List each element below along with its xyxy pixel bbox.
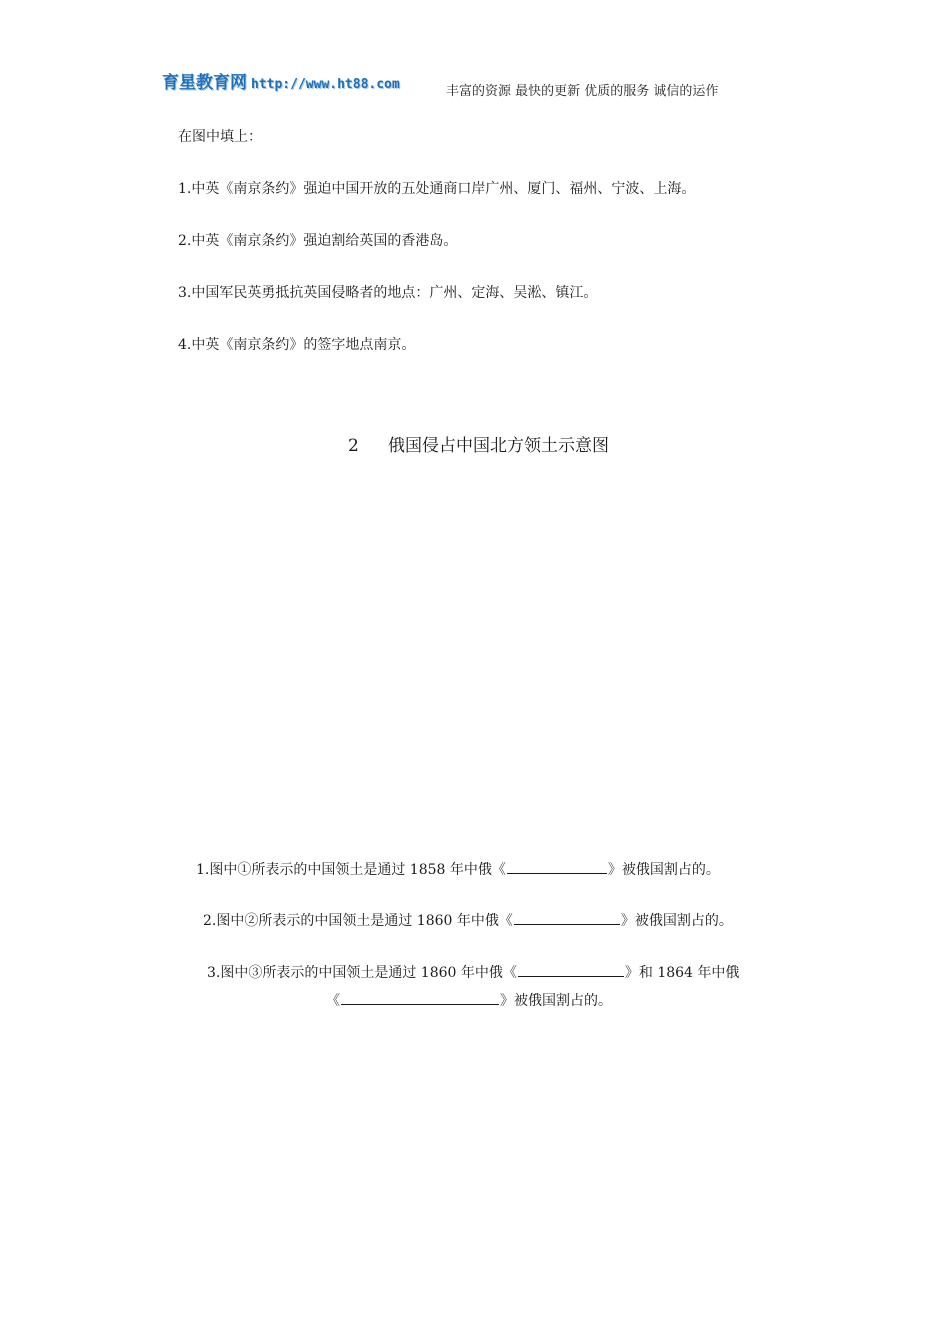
section1-item-4: 4.中英《南京条约》的签字地点南京。 xyxy=(178,337,416,353)
question-3-blank-1[interactable] xyxy=(518,962,624,977)
section1-item-3: 3.中国军民英勇抵抗英国侵略者的地点：广州、定海、吴淞、镇江。 xyxy=(178,285,598,301)
logo-url[interactable]: http://www.ht88.com xyxy=(251,77,400,92)
question-2-text-after: 》被俄国割占的。 xyxy=(620,913,733,929)
question-2-text-before: 2.图中②所表示的中国领土是通过 1860 年中俄《 xyxy=(203,913,513,929)
question-1-text-before: 1.图中①所表示的中国领土是通过 1858 年中俄《 xyxy=(196,862,506,878)
section1-intro: 在图中填上： xyxy=(178,129,262,145)
logo-text: 育星教育网 xyxy=(162,73,247,93)
section1-item-1: 1.中英《南京条约》强迫中国开放的五处通商口岸广州、厦门、福州、宁波、上海。 xyxy=(178,181,696,197)
question-1-text-after: 》被俄国割占的。 xyxy=(607,862,720,878)
header-slogan: 丰富的资源 最快的更新 优质的服务 诚信的运作 xyxy=(446,84,719,99)
question-3-text-before: 3.图中③所表示的中国领土是通过 1860 年中俄《 xyxy=(207,965,517,981)
map-placeholder xyxy=(170,470,790,830)
question-1 xyxy=(196,859,720,879)
question-1-blank[interactable] xyxy=(507,859,607,874)
question-3-line2-open: 《 xyxy=(326,993,340,1009)
section1-item-2: 2.中英《南京条约》强迫割给英国的香港岛。 xyxy=(178,233,458,249)
question-3-blank-2[interactable] xyxy=(341,990,499,1005)
question-2 xyxy=(203,910,733,930)
site-logo[interactable] xyxy=(162,68,400,93)
section2-title-text: 俄国侵占中国北方领土示意图 xyxy=(388,436,609,456)
question-3-line-1 xyxy=(207,962,739,982)
question-3-text-middle: 》和 1864 年中俄 xyxy=(624,965,740,981)
question-3-text-after: 》被俄国割占的。 xyxy=(500,993,612,1009)
question-3-line-2 xyxy=(326,990,612,1010)
section2-number: 2 xyxy=(348,436,359,456)
question-2-blank[interactable] xyxy=(514,910,620,925)
section2-title xyxy=(348,431,609,456)
